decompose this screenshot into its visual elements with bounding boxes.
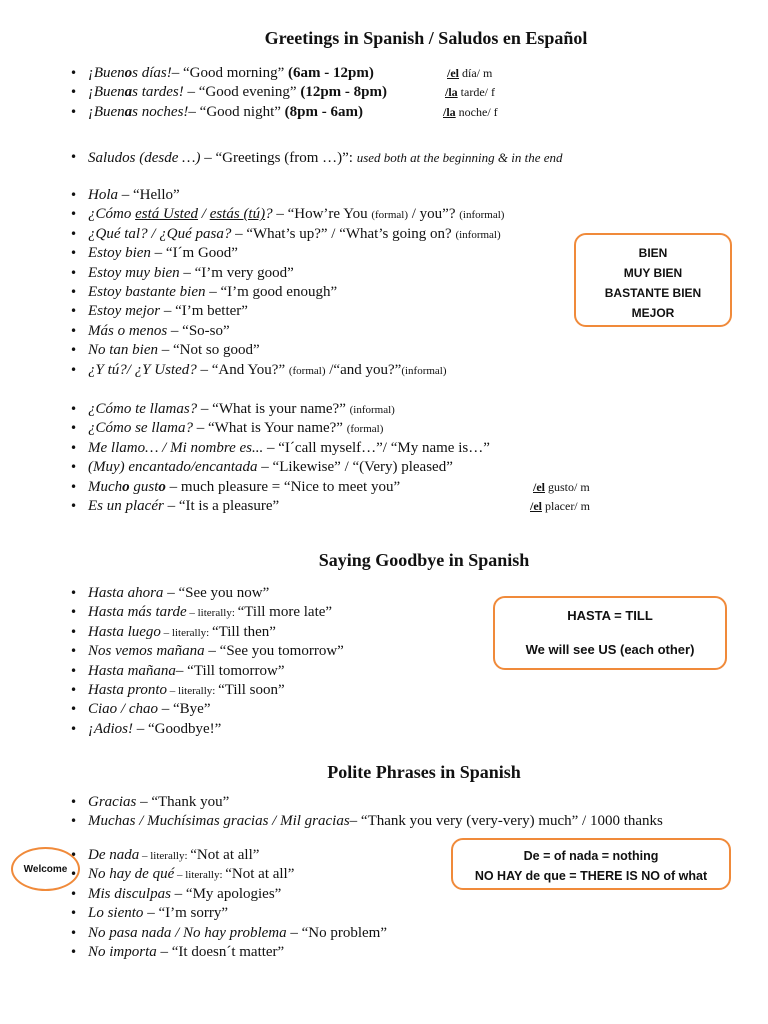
list-item: • Es un placér – “It is a pleasure” /el placer/ m: [88, 497, 768, 516]
list-item: • Estoy bien – “I´m Good”: [88, 244, 768, 263]
list-item: • ¿Y tú?/ ¿Y Usted? – “And You?” (formal) /“and you?”(informal): [88, 361, 768, 380]
list-item: • Mucho gusto – much pleasure = “Nice to meet you” /el gusto/ m: [88, 478, 768, 497]
polite-heading: Polite Phrases in Spanish: [327, 762, 521, 782]
list-item: • ¿Qué tal? / ¿Qué pasa? – “What’s up?” / “What’s going on? (informal): [88, 225, 768, 244]
gender-note: /la noche/ f: [443, 104, 498, 119]
list-item: • Hasta pronto – literally: “Till soon”: [88, 681, 768, 700]
list-item: • Hasta luego – literally: “Till then”: [88, 623, 768, 642]
gender-note: /el placer/ m: [530, 498, 590, 513]
de-nada-note-box: De = of nada = nothing NO HAY de que = THERE IS NO of what: [451, 838, 731, 890]
list-item: • No pasa nada / No hay problema – “No problem”: [88, 924, 768, 943]
list-item: • Mis disculpas – “My apologies”: [88, 885, 768, 904]
list-item: • ¿Cómo está Usted / estás (tú)? – “How’re You (formal) / you”? (informal): [88, 205, 768, 224]
list-item: • (Muy) encantado/encantada – “Likewise” / “(Very) pleased”: [88, 458, 768, 477]
list-item: • ¿Cómo se llama? – “What is Your name?” (formal): [88, 419, 768, 438]
list-item: • No tan bien – “Not so good”: [88, 341, 768, 360]
list-item: • ¡Adios! – “Goodbye!”: [88, 720, 768, 739]
list-item: • Hasta ahora – “See you now”: [88, 584, 768, 603]
list-item: • ¡Buenas tardes! – “Good evening” (12pm - 8pm) /la tarde/ f: [88, 83, 768, 102]
page-title: Greetings in Spanish / Saludos en Español: [264, 28, 588, 48]
polite-list-top: [88, 793, 768, 832]
list-item: • Muchas / Muchísimas gracias / Mil gracias– “Thank you very (very-very) much” / 1000 thanks: [88, 812, 768, 831]
list-item: • No importa – “It doesn´t matter”: [88, 943, 768, 962]
bien-note-box: BIEN MUY BIEN BASTANTE BIEN MEJOR: [574, 233, 732, 327]
time-greetings-list: [88, 64, 768, 122]
list-item: • Hasta mañana– “Till tomorrow”: [88, 662, 768, 681]
list-item: • De nada – literally: “Not at all”: [88, 846, 768, 865]
list-item: • ¡Buenas noches!– “Good night” (8pm - 6am) /la noche/ f: [88, 103, 768, 122]
list-item: • Estoy muy bien – “I’m very good”: [88, 264, 768, 283]
list-item: • Estoy mejor – “I’m better”: [88, 302, 768, 321]
list-item: • Estoy bastante bien – “I’m good enough”: [88, 283, 768, 302]
list-item: • ¡Buenos días!– “Good morning” (6am - 12pm) /el día/ m: [88, 64, 768, 83]
list-item: • Hasta más tarde – literally: “Till more late”: [88, 603, 768, 622]
gender-note: /el día/ m: [447, 66, 493, 80]
hasta-note-box: HASTA = TILL We will see US (each other): [493, 596, 727, 670]
saludos-list: [88, 148, 768, 167]
list-item: • Ciao / chao – “Bye”: [88, 700, 768, 719]
list-item: • Me llamo… / Mi nombre es... – “I´call myself…”/ “My name is…”: [88, 439, 768, 458]
list-item: • ¿Cómo te llamas? – “What is your name?” (informal): [88, 400, 768, 419]
list-item: • Nos vemos mañana – “See you tomorrow”: [88, 642, 768, 661]
list-item: • Más o menos – “So-so”: [88, 322, 768, 341]
list-item: • No hay de qué – literally: “Not at all”: [88, 865, 768, 884]
gender-note: /el gusto/ m: [533, 479, 590, 494]
names-list: [88, 400, 768, 516]
welcome-oval: Welcome: [11, 847, 80, 891]
goodbye-heading: Saying Goodbye in Spanish: [318, 550, 530, 570]
list-item: • Hola – “Hello”: [88, 186, 768, 205]
list-item: • Saludos (desde …) – “Greetings (from …)”: used both at the beginning & in the end: [88, 148, 768, 167]
list-item: • Lo siento – “I’m sorry”: [88, 904, 768, 923]
list-item: • Gracias – “Thank you”: [88, 793, 768, 812]
gender-note: /la tarde/ f: [445, 85, 495, 100]
